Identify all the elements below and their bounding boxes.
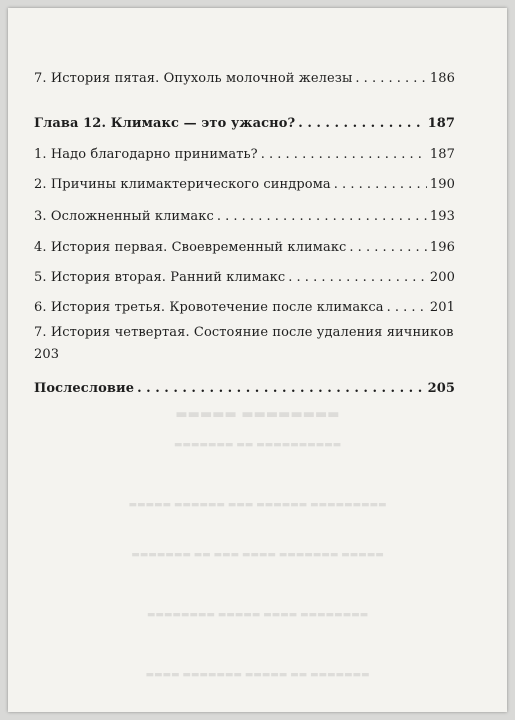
dot-leader bbox=[137, 381, 424, 396]
toc-page-number: 203 bbox=[34, 347, 60, 362]
toc-entry-title: 4. История первая. Своевременный климакс bbox=[34, 240, 347, 255]
toc-page-number: 193 bbox=[429, 209, 455, 224]
dot-leader bbox=[261, 147, 427, 162]
toc-page-number: 196 bbox=[429, 240, 455, 255]
dot-leader bbox=[387, 300, 427, 315]
toc-entry bbox=[34, 177, 455, 192]
toc-entry-title: 7. История четвертая. Состояние после удаления яичников bbox=[34, 325, 454, 340]
toc-page-number: 186 bbox=[429, 71, 455, 86]
toc-page-number: 187 bbox=[427, 116, 455, 131]
toc-entry-title: 6. История третья. Кровотечение после климакса bbox=[34, 300, 384, 315]
toc-entry-title: Послесловие bbox=[34, 381, 135, 396]
toc-page-number: 201 bbox=[429, 300, 455, 315]
toc-page-number: 205 bbox=[427, 381, 455, 396]
dot-leader bbox=[288, 270, 427, 285]
toc-entry bbox=[34, 71, 455, 86]
toc-entry bbox=[34, 209, 455, 224]
toc-entry bbox=[34, 147, 455, 162]
toc-chapter-heading bbox=[34, 116, 455, 131]
toc-page-number: 190 bbox=[429, 177, 455, 192]
toc-entry bbox=[34, 300, 455, 315]
toc-entry-title: 2. Причины климактерического синдрома bbox=[34, 177, 331, 192]
show-through-text: ▬▬▬▬ ▬▬▬▬▬▬▬ ▬▬▬▬▬ ▬▬ ▬▬▬▬▬▬▬ bbox=[145, 670, 370, 680]
show-through-text: ▬▬▬▬▬▬▬ ▬▬ ▬▬▬▬▬▬▬▬▬▬ bbox=[173, 440, 342, 450]
book-page bbox=[8, 8, 507, 712]
show-through-text: ▬▬▬▬▬▬▬▬ ▬▬▬▬▬ ▬▬▬▬ ▬▬▬▬▬▬▬▬ bbox=[146, 610, 369, 620]
dot-leader bbox=[298, 116, 424, 131]
dot-leader bbox=[334, 177, 427, 192]
toc-page-number: 187 bbox=[429, 147, 455, 162]
show-through-text: ▬▬▬▬▬ ▬▬▬▬▬▬ ▬▬▬ ▬▬▬▬▬▬ ▬▬▬▬▬▬▬▬▬ bbox=[128, 500, 387, 510]
toc-entry-title: 7. История пятая. Опухоль молочной железы bbox=[34, 71, 353, 86]
toc-entry-title: 3. Осложненный климакс bbox=[34, 209, 214, 224]
toc-entry-title: Глава 12. Климакс — это ужасно? bbox=[34, 116, 296, 131]
toc-entry-title: 1. Надо благодарно принимать? bbox=[34, 147, 258, 162]
toc-entry bbox=[34, 322, 455, 366]
toc-entry bbox=[34, 270, 455, 285]
dot-leader bbox=[217, 209, 427, 224]
toc-entry bbox=[34, 240, 455, 255]
toc-afterword bbox=[34, 381, 455, 396]
toc-page-number: 200 bbox=[429, 270, 455, 285]
show-through-text: ▬▬▬▬▬▬▬ ▬▬ ▬▬▬ ▬▬▬▬ ▬▬▬▬▬▬▬ ▬▬▬▬▬ bbox=[131, 550, 384, 560]
dot-leader bbox=[349, 240, 426, 255]
toc-entry-title: 5. История вторая. Ранний климакс bbox=[34, 270, 286, 285]
dot-leader bbox=[355, 71, 426, 86]
show-through-text: ▬▬▬▬▬ ▬▬▬▬▬▬▬▬ bbox=[175, 407, 340, 422]
